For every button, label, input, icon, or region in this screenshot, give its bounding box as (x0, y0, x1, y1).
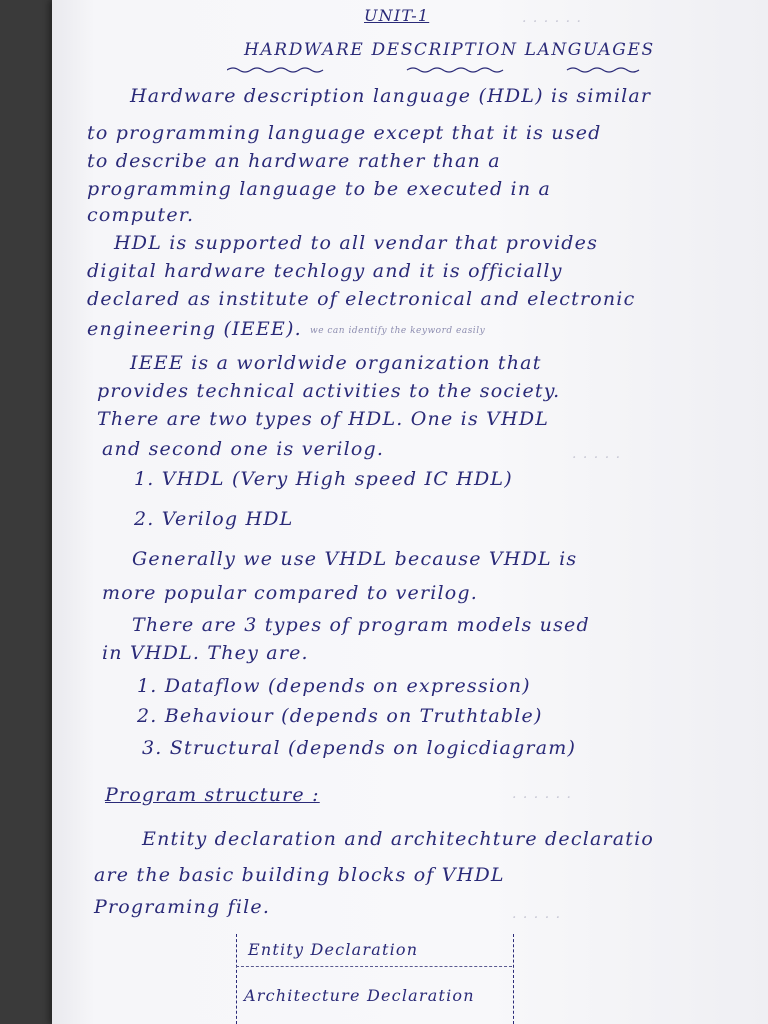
paragraph-line: are the basic building blocks of VHDL (94, 864, 505, 886)
faint-annotation: we can identify the keyword easily (310, 326, 486, 336)
paragraph-line: Entity declaration and architechture declaratio (142, 828, 655, 850)
list-item: 1. VHDL (Very High speed IC HDL) (134, 468, 513, 490)
paragraph-line: programming language to be executed in a (87, 178, 552, 200)
paragraph-line: to programming language except that it is used (87, 122, 602, 144)
unit-heading: UNIT-1 (364, 6, 430, 25)
architecture-declaration-label: Architecture Declaration (244, 986, 475, 1005)
list-item: 2. Behaviour (depends on Truthtable) (137, 705, 543, 727)
structure-divider (236, 966, 512, 967)
paragraph-line: computer. (87, 204, 195, 226)
paragraph-line: Hardware description language (HDL) is similar (130, 85, 652, 107)
list-item: 2. Verilog HDL (134, 508, 294, 530)
paragraph-line: There are two types of HDL. One is VHDL (97, 408, 550, 430)
title-underline (227, 66, 647, 74)
paragraph-line: HDL is supported to all vendar that provides (114, 232, 599, 254)
paragraph-line: more popular compared to verilog. (102, 582, 479, 604)
paragraph-line: IEEE is a worldwide organization that (130, 352, 542, 374)
paragraph-line: There are 3 types of program models used (132, 614, 590, 636)
notebook-page: · · · · · · · · · · · · · · · · · · · · · · UNIT-1 HARDWARE DESCRIPTION LANGUAGES Hardware description language (HDL) is similar to programming language except that it is used to describe an hardware rather than a programming language to be executed in a computer. HDL is supported to all vendar that provides digital hardware techlogy and it is officially declared as institute of electronical and electronic engineering (IEEE). we can identify the keyword easily IEEE is a worldwide organization that provides technical activities to the society. There are two types of HDL. One is VHDL and second one is verilog. 1. VHDL (Very High speed IC HDL) 2. Verilog HDL Generally we use VHDL because VHDL is more popular compared to verilog. There are 3 types of program models used in VHDL. They are. 1. Dataflow (depends on expression) 2. Behaviour (depends on Truthtable) 3. Structural (depends on logicdiagram) Program structure : Entity declaration and architechture declaratio are the basic building blocks of VHDL Programing file. Entity Declaration Architecture Declaration (52, 0, 768, 1024)
paragraph-line: to describe an hardware rather than a (87, 150, 501, 172)
paragraph-line: Generally we use VHDL because VHDL is (132, 548, 578, 570)
page-title: HARDWARE DESCRIPTION LANGUAGES (244, 40, 655, 60)
paragraph-line: Programing file. (94, 896, 271, 918)
paragraph-line: provides technical activities to the society. (97, 380, 561, 402)
paragraph-line: engineering (IEEE). (87, 318, 302, 340)
paragraph-line: and second one is verilog. (102, 438, 385, 460)
entity-declaration-label: Entity Declaration (248, 940, 419, 959)
list-item: 3. Structural (depends on logicdiagram) (142, 737, 577, 759)
section-heading: Program structure : (105, 784, 320, 806)
list-item: 1. Dataflow (depends on expression) (137, 675, 531, 697)
paragraph-line: digital hardware techlogy and it is officially (87, 260, 563, 282)
paragraph-line: in VHDL. They are. (102, 642, 309, 664)
paragraph-line: declared as institute of electronical and electronic (87, 288, 636, 310)
